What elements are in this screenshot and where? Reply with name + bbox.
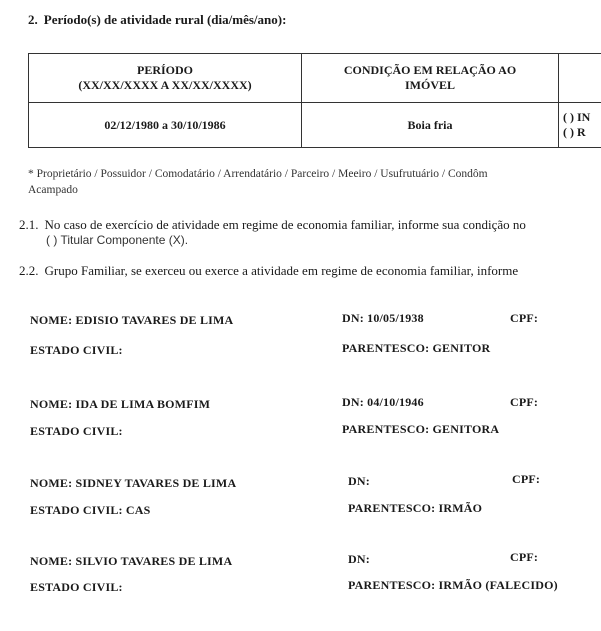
member-cpf: CPF: <box>510 550 539 564</box>
section-2-2-text: Grupo Familiar, se exerceu ou exerce a atividade em regime de economia familiar, informe <box>44 263 519 278</box>
member-civil-status: ESTADO CIVIL: CAS <box>30 503 151 517</box>
member-cpf: CPF: <box>510 311 539 325</box>
third-column-header <box>559 54 601 103</box>
section-2-heading <box>28 12 286 28</box>
member-birth-date: DN: <box>348 474 370 488</box>
member-civil-status: ESTADO CIVIL: <box>30 580 123 594</box>
period-header-line1: PERÍODO <box>136 63 193 77</box>
member-civil-status: ESTADO CIVIL: <box>30 424 123 438</box>
period-table-row <box>29 103 601 148</box>
condition-header-line1: CONDIÇÃO EM RELAÇÃO AO <box>343 63 517 77</box>
footnote-line-2: Acampado <box>28 184 78 196</box>
section-2-number: 2. <box>28 12 38 27</box>
condition-value: Boia fria <box>302 103 559 148</box>
member-cpf: CPF: <box>510 395 539 409</box>
member-relationship: PARENTESCO: GENITORA <box>342 422 500 436</box>
member-birth-date: DN: 10/05/1938 <box>342 311 424 325</box>
section-2-1-number: 2.1. <box>19 217 39 232</box>
period-column-header <box>29 54 302 103</box>
member-name: NOME: SIDNEY TAVARES DE LIMA <box>30 476 237 490</box>
period-table-header-row <box>29 54 601 103</box>
member-birth-date: DN: <box>348 552 370 566</box>
section-2-1 <box>19 217 526 233</box>
member-name: NOME: IDA DE LIMA BOMFIM <box>30 397 211 411</box>
period-header-line2: (XX/XX/XXXX A XX/XX/XXXX) <box>78 78 252 92</box>
period-table <box>28 53 601 148</box>
section-2-1-text: No caso de exercício de atividade em regime de economia familiar, informe sua condição no <box>44 217 526 232</box>
member-cpf: CPF: <box>512 472 541 486</box>
footnote-line-1: * Proprietário / Possuidor / Comodatário / Arrendatário / Parceiro / Meeiro / Usufrutuário / Condôm <box>28 168 488 180</box>
member-name: NOME: EDISIO TAVARES DE LIMA <box>30 313 234 327</box>
option-line-2: ( ) R <box>563 125 586 139</box>
section-2-1-options: ( ) Titular Componente (X). <box>46 233 189 247</box>
member-relationship: PARENTESCO: IRMÃO <box>348 501 483 515</box>
condition-header-line2: IMÓVEL <box>404 78 455 92</box>
section-2-2 <box>19 263 518 279</box>
section-2-title: Período(s) de atividade rural (dia/mês/ano): <box>43 12 287 27</box>
option-line-1: ( ) IN <box>563 110 591 124</box>
member-relationship: PARENTESCO: GENITOR <box>342 341 491 355</box>
member-name: NOME: SILVIO TAVARES DE LIMA <box>30 554 233 568</box>
member-relationship: PARENTESCO: IRMÃO (FALECIDO) <box>348 578 558 592</box>
member-civil-status: ESTADO CIVIL: <box>30 343 123 357</box>
member-birth-date: DN: 04/10/1946 <box>342 395 424 409</box>
options-cell <box>559 103 601 148</box>
period-value: 02/12/1980 a 30/10/1986 <box>29 103 302 148</box>
condition-column-header <box>302 54 559 103</box>
section-2-2-number: 2.2. <box>19 263 39 278</box>
